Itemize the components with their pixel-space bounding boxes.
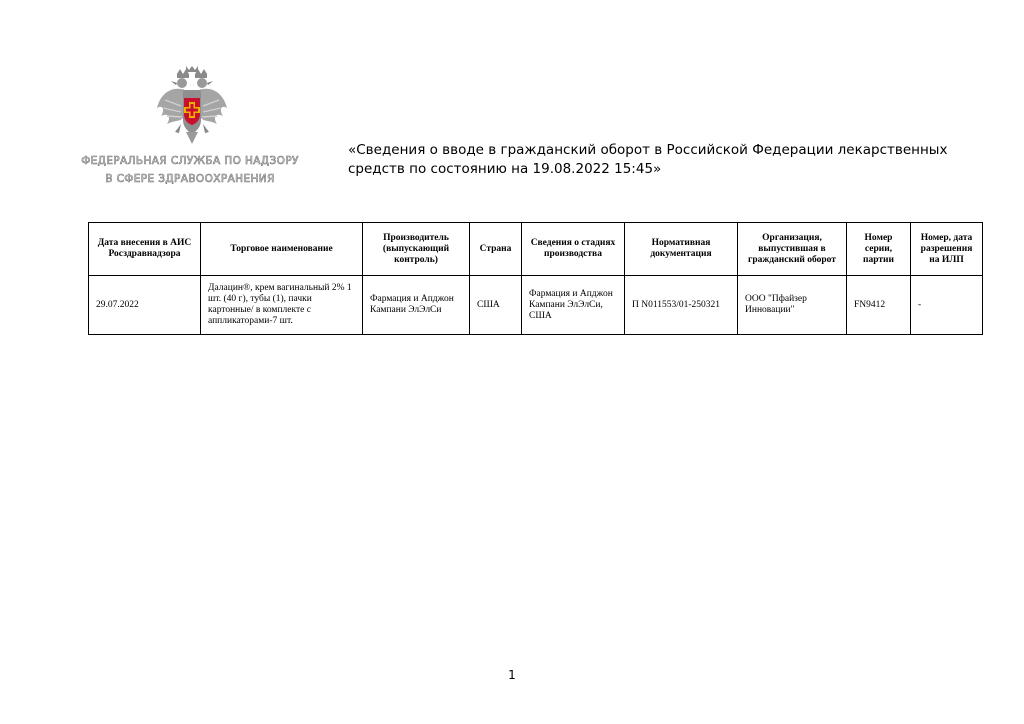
table-header-row xyxy=(89,223,983,276)
document-title: «Сведения о вводе в гражданский оборот в Российской Федерации лекарственных средств по состоянию на 19.08.2022 15:45» xyxy=(348,142,948,177)
column-header: Номер, дата разрешения на ИЛП xyxy=(911,223,983,276)
cell-permit: - xyxy=(911,276,983,335)
page-number: 1 xyxy=(508,668,516,682)
column-header: Нормативная документация xyxy=(625,223,738,276)
organization-name xyxy=(60,152,320,188)
column-header: Торговое наименование xyxy=(201,223,363,276)
double-headed-eagle-emblem-icon xyxy=(155,66,229,146)
column-header: Организация, выпустившая в гражданский оборот xyxy=(738,223,847,276)
table-row xyxy=(89,276,983,335)
cell-production-stages: Фармация и Апджон Кампани ЭлЭлСи, США xyxy=(522,276,625,335)
column-header: Страна xyxy=(470,223,522,276)
drug-release-table xyxy=(88,222,983,335)
column-header: Производитель (выпускающий контроль) xyxy=(363,223,470,276)
cell-date: 29.07.2022 xyxy=(89,276,201,335)
organization-name-line2: В СФЕРЕ ЗДРАВООХРАНЕНИЯ xyxy=(105,173,275,185)
organization-name-line1: ФЕДЕРАЛЬНАЯ СЛУЖБА ПО НАДЗОРУ xyxy=(81,155,299,167)
cell-country: США xyxy=(470,276,522,335)
cell-regulatory-doc: П N011553/01-250321 xyxy=(625,276,738,335)
cell-manufacturer: Фармация и Апджон Кампани ЭлЭлСи xyxy=(363,276,470,335)
cell-trade-name: Далацин®, крем вагинальный 2% 1 шт. (40 г), тубы (1), пачки картонные/ в комплекте с аппликаторами-7 шт. xyxy=(201,276,363,335)
column-header: Номер серии, партии xyxy=(847,223,911,276)
column-header: Сведения о стадиях производства xyxy=(522,223,625,276)
cell-organization: ООО "Пфайзер Инновации" xyxy=(738,276,847,335)
column-header: Дата внесения в АИС Росздравнадзора xyxy=(89,223,201,276)
cell-batch-number: FN9412 xyxy=(847,276,911,335)
